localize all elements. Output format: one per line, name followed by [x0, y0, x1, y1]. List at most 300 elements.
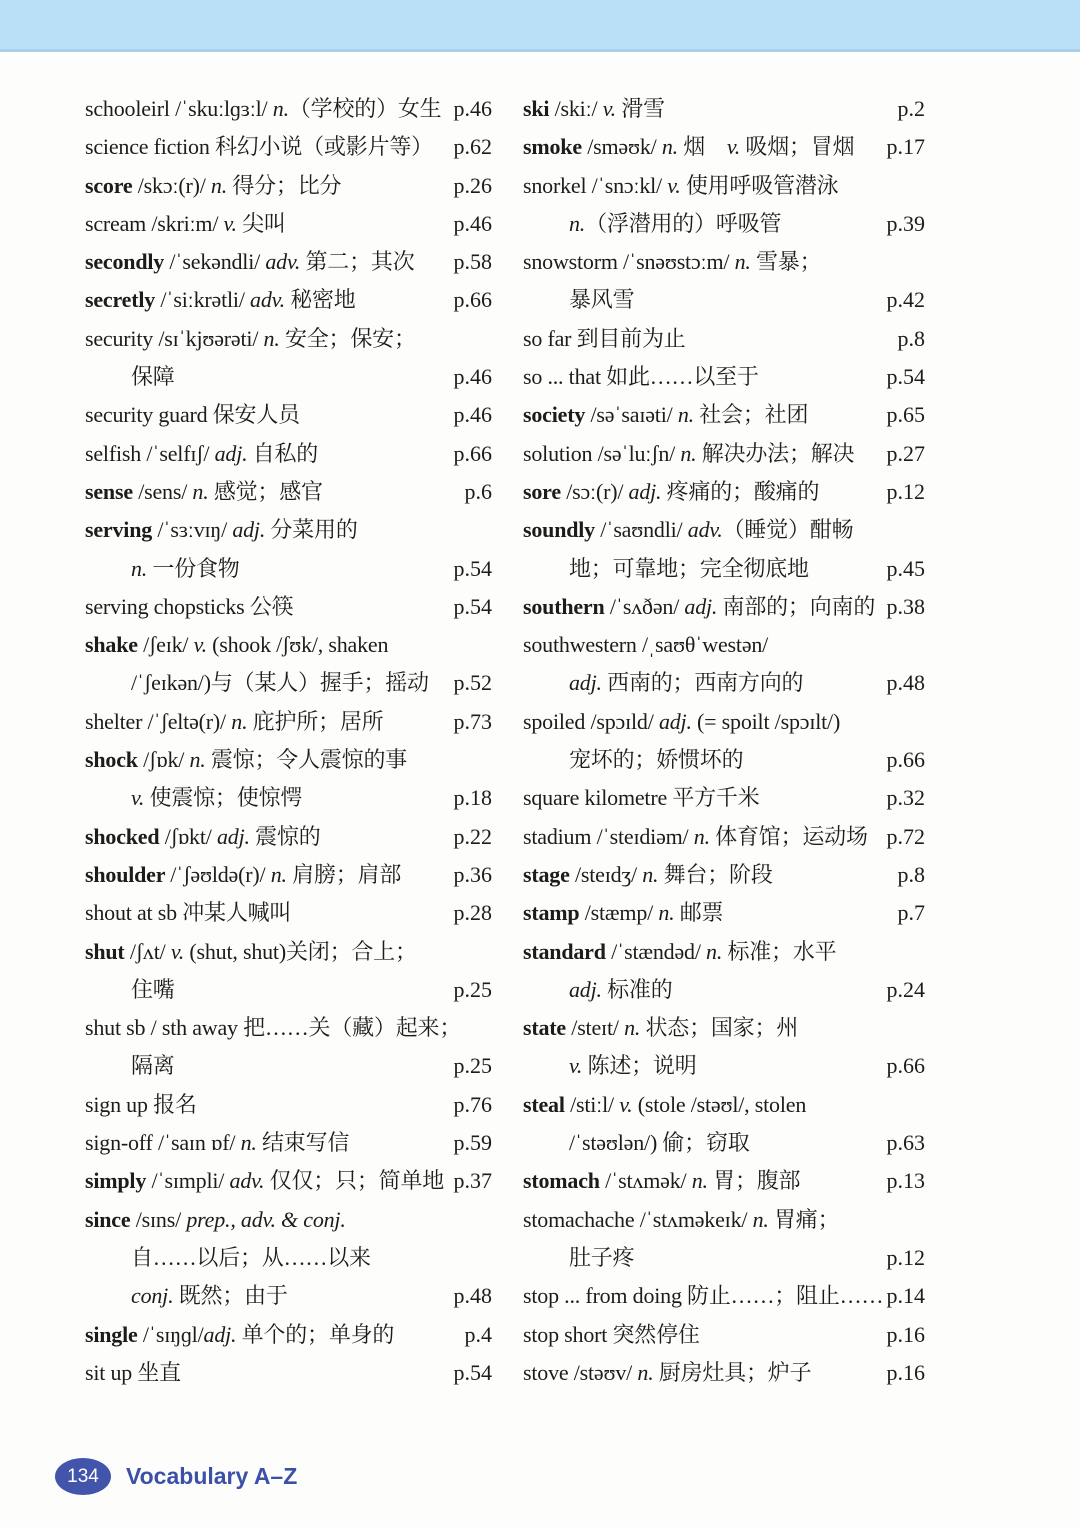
- page-ref: p.46: [453, 96, 492, 121]
- entry-fragment: /stiːl/: [570, 1091, 620, 1117]
- pos-label: n.: [642, 861, 659, 887]
- entry-fragment: （学校的）女生: [288, 96, 442, 121]
- vocab-line: [523, 550, 925, 588]
- entry-fragment: 雪暴；: [750, 249, 822, 275]
- page-ref: p.22: [453, 823, 492, 849]
- entry-fragment: /ʃɒkt/: [164, 823, 217, 849]
- headword: stamp: [523, 900, 585, 926]
- entry-fragment: /ˈʃeɪkən/)与（某人）握手；摇动: [131, 670, 429, 696]
- entry-text: [131, 977, 175, 1002]
- entry-text: [131, 364, 175, 389]
- entry-fragment: science fiction 科幻小说（或影片等）: [85, 134, 433, 160]
- page-ref: p.46: [453, 364, 492, 390]
- vocab-line: [523, 435, 925, 473]
- page-ref: p.17: [886, 134, 925, 160]
- page-ref: p.62: [453, 134, 492, 160]
- pos-label: prep., adv. & conj.: [186, 1206, 346, 1232]
- vocab-line: [523, 1047, 925, 1085]
- entry-fragment: stadium /ˈsteɪdiəm/: [523, 823, 694, 849]
- page-ref: p.66: [886, 1053, 925, 1079]
- vocab-line: [85, 741, 492, 779]
- entry-fragment: square kilometre 平方千米: [523, 785, 760, 811]
- entry-fragment: 单个的；单身的: [236, 1321, 395, 1347]
- vocab-line: [85, 90, 492, 128]
- vocab-line: [85, 1277, 492, 1315]
- entry-fragment: 使震惊；使惊愕: [144, 785, 303, 811]
- vocab-line: [85, 167, 492, 205]
- entry-text: [85, 1207, 346, 1232]
- headword: simply: [85, 1168, 152, 1194]
- entry-fragment: snorkel /ˈsnɔːkl/: [523, 172, 668, 198]
- vocab-line: [85, 243, 492, 281]
- vocab-line: [523, 1277, 925, 1315]
- entry-fragment: /ʃɒk/: [143, 747, 190, 773]
- page-ref: p.66: [453, 440, 492, 466]
- vocab-line: [523, 818, 925, 856]
- entry-fragment: southwestern /ˌsaʊθˈwestən/: [523, 632, 769, 658]
- pos-label: adv.: [250, 287, 285, 313]
- vocab-line: [85, 894, 492, 932]
- vocab-line: [523, 320, 925, 358]
- entry-fragment: security /sɪˈkjʊərəti/: [85, 325, 264, 351]
- page-ref: p.12: [886, 478, 925, 504]
- pos-label: conj.: [131, 1283, 174, 1309]
- page-ref: p.46: [453, 210, 492, 236]
- entry-fragment: stop ... from doing 防止……；阻止……: [523, 1283, 884, 1309]
- page-ref: p.18: [453, 785, 492, 811]
- vocab-line: [85, 664, 492, 702]
- entry-fragment: /ˈsiːkrətli/: [160, 287, 251, 313]
- vocab-line: [85, 779, 492, 817]
- entry-text: [85, 211, 286, 236]
- entry-text: [523, 1360, 811, 1385]
- entry-fragment: 一份食物: [147, 555, 240, 581]
- page-ref: p.25: [453, 1053, 492, 1079]
- vocab-line: [523, 90, 925, 128]
- entry-fragment: /ʃeɪk/: [143, 632, 194, 658]
- entry-text: [523, 824, 868, 849]
- entry-fragment: 住嘴: [131, 976, 175, 1002]
- entry-text: [523, 594, 875, 619]
- vocab-line: [523, 205, 925, 243]
- entry-text: [131, 1245, 371, 1270]
- entry-fragment: shout at sb 冲某人喊叫: [85, 900, 292, 926]
- entry-fragment: so ... that 如此……以至于: [523, 364, 759, 390]
- entry-text: [131, 670, 429, 695]
- entry-text: [85, 96, 441, 121]
- vocab-line: [85, 1201, 492, 1239]
- entry-fragment: /skɔː(r)/: [137, 172, 211, 198]
- page-ref: p.65: [886, 402, 925, 428]
- entry-text: [523, 939, 836, 964]
- pos-label: n.: [231, 708, 248, 734]
- entry-fragment: /ˈsʌðən/: [609, 593, 685, 619]
- page-ref: p.52: [453, 670, 492, 696]
- vocab-line: [85, 1354, 492, 1392]
- pos-label: v.: [619, 1091, 633, 1117]
- entry-text: [85, 517, 358, 542]
- entry-fragment: 秘密地: [284, 287, 356, 313]
- entry-fragment: 暴风雪: [569, 287, 635, 313]
- entry-text: [523, 632, 768, 657]
- entry-text: [85, 134, 433, 159]
- entry-fragment: 分菜用的: [265, 517, 358, 543]
- entry-fragment: 陈述；说明: [582, 1053, 697, 1079]
- page-ref: p.7: [897, 900, 925, 926]
- entry-text: [523, 134, 854, 159]
- headword: shut: [85, 938, 130, 964]
- entry-fragment: stove /stəʊv/: [523, 1359, 638, 1385]
- page-ref: p.24: [886, 976, 925, 1002]
- vocab-line: [85, 1124, 492, 1162]
- pos-label: v.: [193, 632, 207, 658]
- entry-fragment: /səˈsaɪəti/: [590, 402, 678, 428]
- pos-label: n.: [210, 172, 228, 198]
- pos-label: adj.: [232, 517, 266, 543]
- entry-fragment: 隔离: [131, 1053, 175, 1079]
- entry-text: [523, 441, 854, 466]
- page-ref: p.25: [453, 976, 492, 1002]
- entry-fragment: (shut, shut)关闭；合上；: [184, 938, 417, 964]
- headword: stomach: [523, 1168, 606, 1194]
- entry-fragment: 吸烟；冒烟: [740, 134, 855, 160]
- entry-text: [523, 479, 819, 504]
- pos-label: n.: [192, 478, 209, 504]
- pos-label: n.: [189, 747, 206, 773]
- page-ref: p.27: [886, 440, 925, 466]
- entry-fragment: /sens/: [138, 478, 193, 504]
- vocab-line: [85, 1316, 492, 1354]
- entry-text: [131, 785, 302, 810]
- entry-fragment: 舞台；阶段: [658, 861, 773, 887]
- pos-label: adj.: [569, 670, 602, 696]
- vocab-line: [85, 511, 492, 549]
- entry-text: [569, 670, 803, 695]
- vocab-line: [523, 1354, 925, 1392]
- vocab-line: [85, 1162, 492, 1200]
- entry-fragment: 社会；社团: [693, 402, 809, 428]
- vocab-line: [85, 281, 492, 319]
- entry-fragment: /sɪns/: [135, 1206, 187, 1232]
- headword: secretly: [85, 287, 161, 313]
- entry-fragment: 既然；由于: [173, 1283, 288, 1309]
- vocab-line: [85, 358, 492, 396]
- entry-fragment: 邮票: [674, 900, 724, 926]
- page-ref: p.54: [886, 364, 925, 390]
- pos-label: adj.: [628, 478, 662, 504]
- entry-text: [523, 173, 838, 198]
- entry-fragment: 西南的；西南方向的: [601, 670, 804, 696]
- entry-fragment: /ˈsɪŋɡl/: [142, 1321, 204, 1347]
- pos-label: adj.: [684, 593, 718, 619]
- vocab-line: [523, 703, 925, 741]
- vocab-line: [85, 1009, 492, 1047]
- entry-fragment: /sməʊk/: [587, 134, 662, 160]
- page-ref: p.42: [886, 287, 925, 313]
- entry-fragment: 结束写信: [256, 1130, 350, 1156]
- pos-label: n.: [706, 938, 723, 964]
- entry-fragment: /ʃʌt/: [129, 938, 171, 964]
- entry-text: [523, 1168, 800, 1193]
- vocab-line: [523, 511, 925, 549]
- page-ref: p.66: [886, 747, 925, 773]
- entry-text: [523, 785, 760, 810]
- entry-fragment: /ˈsɜːvɪŋ/: [157, 517, 233, 543]
- vocab-line: [523, 1086, 925, 1124]
- headword: shock: [85, 747, 144, 773]
- entry-text: [85, 1360, 181, 1385]
- entry-fragment: 震惊的: [249, 823, 321, 849]
- page-ref: p.6: [464, 478, 492, 504]
- vocab-line: [523, 128, 925, 166]
- entry-fragment: serving chopsticks 公筷: [85, 593, 294, 619]
- entry-fragment: /ˈsekəndli/: [169, 249, 266, 275]
- entry-fragment: 胃痛；: [768, 1206, 840, 1232]
- entry-fragment: 第二；其次: [300, 249, 415, 275]
- vocab-line: [523, 243, 925, 281]
- headword: southern: [523, 593, 610, 619]
- vocab-line: [85, 1239, 492, 1277]
- page-ref: p.38: [886, 593, 925, 619]
- entry-text: [569, 1130, 750, 1155]
- entry-text: [85, 249, 415, 274]
- entry-text: [131, 1053, 175, 1078]
- headword: stage: [523, 861, 575, 887]
- pos-label: adj.: [214, 440, 248, 466]
- vocab-line: [523, 588, 925, 626]
- entry-text: [85, 1168, 444, 1193]
- entry-fragment: 滑雪: [615, 96, 665, 121]
- headword: shake: [85, 632, 144, 658]
- entry-fragment: security guard 保安人员: [85, 402, 300, 428]
- entry-fragment: shut sb / sth away 把……关（藏）起来；: [85, 1015, 462, 1041]
- vocab-line: [523, 281, 925, 319]
- entry-fragment: 胃；腹部: [707, 1168, 801, 1194]
- entry-fragment: 安全；保安；: [279, 325, 416, 351]
- vocab-line: [523, 1162, 925, 1200]
- vocab-line: [523, 1201, 925, 1239]
- pos-label: n.: [637, 1359, 654, 1385]
- headword: ski: [523, 96, 555, 121]
- entry-fragment: /ˈʃəʊldə(r)/: [170, 861, 271, 887]
- entry-fragment: so far 到目前为止: [523, 325, 686, 351]
- entry-text: [85, 402, 300, 427]
- entry-text: [523, 709, 840, 734]
- headword: society: [523, 402, 591, 428]
- vocab-line: [85, 550, 492, 588]
- vocab-line: [523, 473, 925, 511]
- page-header-bar: [0, 0, 1080, 52]
- pos-label: adj.: [658, 708, 692, 734]
- vocab-line: [85, 703, 492, 741]
- headword: standard: [523, 938, 612, 964]
- page-ref: p.16: [886, 1321, 925, 1347]
- entry-text: [85, 173, 341, 198]
- headword: serving: [85, 517, 158, 543]
- entry-text: [85, 632, 388, 657]
- entry-fragment: stop short 突然停住: [523, 1321, 700, 1347]
- vocab-line: [523, 894, 925, 932]
- pos-label: n.: [658, 900, 675, 926]
- pos-label: n.: [680, 440, 697, 466]
- vocab-line: [523, 358, 925, 396]
- entry-fragment: 肚子疼: [569, 1244, 635, 1270]
- entry-fragment: snowstorm /ˈsnəʊstɔːm/: [523, 249, 735, 275]
- page-ref: p.13: [886, 1168, 925, 1194]
- vocab-line: [85, 128, 492, 166]
- pos-label: v.: [170, 938, 185, 964]
- entry-text: [85, 1322, 394, 1347]
- page-ref: p.73: [453, 708, 492, 734]
- page-ref: p.54: [453, 593, 492, 619]
- pos-label: adv.: [229, 1168, 265, 1194]
- pos-label: n.: [691, 1168, 708, 1194]
- entry-fragment: solution /səˈluːʃn/: [523, 440, 681, 466]
- entry-text: [523, 96, 665, 121]
- pos-label: adj.: [569, 976, 602, 1002]
- page-ref: p.2: [897, 96, 925, 121]
- page-ref: p.54: [453, 555, 492, 581]
- headword: sore: [523, 478, 567, 504]
- pos-label: adv.: [687, 517, 723, 543]
- entry-fragment: sign-off /ˈsaɪn ɒf/: [85, 1130, 241, 1156]
- vocab-line: [85, 1047, 492, 1085]
- page-ref: p.39: [886, 210, 925, 236]
- page-number-badge: 134: [55, 1458, 111, 1495]
- entry-fragment: 得分；比分: [227, 172, 342, 198]
- page-ref: p.28: [453, 900, 492, 926]
- entry-fragment: shelter /ˈʃeltə(r)/: [85, 708, 232, 734]
- entry-text: [523, 1207, 839, 1232]
- footer-section-label: Vocabulary A–Z: [126, 1463, 298, 1489]
- pos-label: n.: [693, 823, 710, 849]
- page-ref: p.58: [453, 249, 492, 275]
- headword: shocked: [85, 823, 165, 849]
- page-ref: p.76: [453, 1091, 492, 1117]
- headword: single: [85, 1321, 143, 1347]
- pos-label: n.: [677, 402, 694, 428]
- entry-text: [85, 479, 323, 504]
- pos-label: n.: [240, 1130, 257, 1156]
- entry-fragment: /skiː/: [554, 96, 603, 121]
- entry-fragment: /ˈstəʊlən/) 偷；窃取: [569, 1130, 750, 1156]
- entry-text: [569, 1053, 697, 1078]
- entry-text: [85, 441, 318, 466]
- entry-fragment: /ˈsɪmpli/: [151, 1168, 230, 1194]
- vocab-line: [523, 741, 925, 779]
- entry-text: [85, 1092, 197, 1117]
- entry-fragment: (stole /stəʊl/, stolen: [632, 1091, 807, 1117]
- entry-fragment: 仅仅；只；简单地: [264, 1168, 445, 1194]
- headword: shoulder: [85, 861, 171, 887]
- page-ref: p.12: [886, 1244, 925, 1270]
- vocab-line: [85, 473, 492, 511]
- pos-label: adv.: [265, 249, 301, 275]
- page-ref: p.37: [453, 1168, 492, 1194]
- entry-fragment: 疼痛的；酸痛的: [661, 478, 820, 504]
- entry-fragment: 厨房灶具；炉子: [653, 1359, 812, 1385]
- entry-fragment: 体育馆；运动场: [709, 823, 868, 849]
- vocab-line: [523, 1239, 925, 1277]
- entry-fragment: stomachache /ˈstʌməkeɪk/: [523, 1206, 753, 1232]
- entry-text: [85, 594, 293, 619]
- entry-fragment: (shook /ʃʊk/, shaken: [206, 632, 389, 658]
- entry-text: [131, 556, 240, 581]
- vocab-column-right: [523, 90, 925, 1392]
- entry-text: [85, 709, 383, 734]
- entry-fragment: 庇护所；居所: [247, 708, 384, 734]
- page-ref: p.26: [453, 172, 492, 198]
- headword: score: [85, 172, 138, 198]
- pos-label: n.: [661, 134, 678, 160]
- entry-text: [523, 1283, 883, 1308]
- entry-fragment: schooleirl: [85, 96, 176, 121]
- headword: sense: [85, 478, 139, 504]
- vocab-line: [85, 971, 492, 1009]
- entry-fragment: 地；可靠地；完全彻底地: [569, 555, 809, 581]
- page-ref: p.32: [886, 785, 925, 811]
- vocab-line: [523, 971, 925, 1009]
- pos-label: adj.: [203, 1321, 237, 1347]
- pos-label: n.: [734, 249, 751, 275]
- vocab-line: [523, 664, 925, 702]
- entry-fragment: /sɔː(r)/: [566, 478, 629, 504]
- entry-fragment: selfish /ˈselfɪʃ/: [85, 440, 215, 466]
- headword: since: [85, 1206, 136, 1232]
- pos-label: n.: [131, 555, 148, 581]
- entry-fragment: /ˈsaʊndli/: [600, 517, 688, 543]
- pos-label: n.: [624, 1015, 641, 1041]
- pos-label: n.: [272, 96, 289, 121]
- page-ref: p.63: [886, 1130, 925, 1156]
- entry-fragment: /ˈskuːlɡɜːl/: [175, 96, 273, 121]
- entry-text: [523, 1092, 806, 1117]
- entry-fragment: 尖叫: [236, 210, 286, 236]
- vocab-line: [85, 396, 492, 434]
- page-ref: p.72: [886, 823, 925, 849]
- entry-text: [523, 1322, 700, 1347]
- entry-fragment: /steɪt/: [571, 1015, 625, 1041]
- page-ref: p.59: [453, 1130, 492, 1156]
- pos-label: n.: [270, 861, 287, 887]
- headword: steal: [523, 1091, 571, 1117]
- pos-label: n.: [263, 325, 280, 351]
- entry-text: [85, 939, 417, 964]
- entry-text: [523, 364, 759, 389]
- entry-fragment: 保障: [131, 364, 175, 390]
- entry-text: [523, 1015, 798, 1040]
- vocab-line: [523, 626, 925, 664]
- entry-text: [569, 977, 673, 1002]
- vocab-line: [523, 167, 925, 205]
- page-ref: p.66: [453, 287, 492, 313]
- page-ref: p.16: [886, 1359, 925, 1385]
- entry-text: [523, 249, 821, 274]
- entry-text: [569, 211, 781, 236]
- entry-text: [523, 402, 808, 427]
- entry-fragment: 震惊；令人震惊的事: [205, 747, 408, 773]
- entry-text: [523, 900, 723, 925]
- entry-text: [85, 900, 291, 925]
- entry-text: [85, 326, 416, 351]
- entry-fragment: 状态；国家；州: [640, 1015, 799, 1041]
- vocab-line: [85, 856, 492, 894]
- entry-fragment: sit up 坐直: [85, 1359, 181, 1385]
- entry-fragment: 烟: [677, 134, 727, 160]
- pos-label: n.: [569, 210, 586, 236]
- entry-text: [85, 1015, 461, 1040]
- entry-fragment: spoiled /spɔɪld/: [523, 708, 659, 734]
